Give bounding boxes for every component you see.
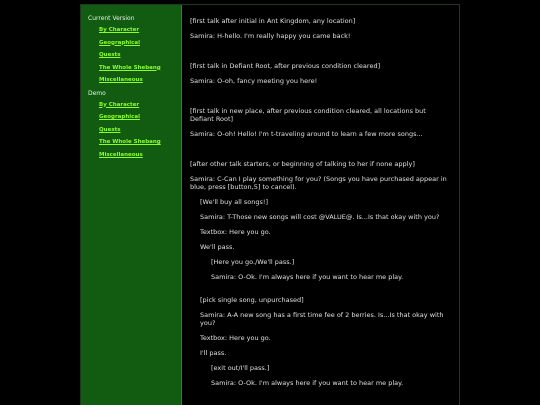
nav-link-demo-the-whole-shebang[interactable]: The Whole Shebang: [99, 139, 161, 145]
nav-link-by-character[interactable]: By Character: [99, 27, 140, 33]
nav-link-miscellaneous[interactable]: Miscellaneous: [99, 77, 143, 83]
dialogue-line: Samira: A-A new song has a first time fee of 2 berries. Is...Is that okay with you?: [200, 311, 444, 327]
dialogue-line: Samira: O-Ok. I'm always here if you want to hear me play.: [211, 273, 404, 281]
dialogue-textbox: Textbox: Here you go.: [200, 334, 271, 342]
nav-link-demo-quests[interactable]: Quests: [99, 126, 121, 133]
dialogue-textbox: Textbox: Here you go.: [200, 228, 271, 236]
nav-link-demo-miscellaneous[interactable]: Miscellaneous: [99, 151, 143, 158]
page-frame: [80, 4, 460, 405]
dialogue-condition: [first talk in new place, after previous condition cleared, all locations but Defiant Root]: [190, 107, 426, 123]
dialogue-line: Samira: O-Ok. I'm always here if you want to hear me play.: [211, 379, 404, 387]
sidebar-section-title: Demo: [88, 89, 106, 97]
dialogue-line: Samira: H-hello. I'm really happy you came back!: [190, 32, 351, 40]
nav-link-demo-by-character[interactable]: By Character: [99, 101, 140, 108]
dialogue-choice: [We'll buy all songs!]: [200, 198, 269, 206]
dialogue-option: I'll pass.: [200, 349, 227, 357]
nav-list: [81, 102, 181, 158]
dialogue-choice: [pick single song, unpurchased]: [200, 296, 304, 304]
sidebar-section-demo: [81, 90, 181, 158]
nav-link-geographical[interactable]: Geographical: [99, 39, 140, 46]
dialogue-choice: [exit out/I'll pass.]: [211, 364, 270, 372]
dialogue-condition: [after other talk starters, or beginning of talking to her if none apply]: [190, 160, 415, 168]
dialogue-line: Samira: T-Those new songs will cost @VALUE@. Is...Is that okay with you?: [200, 213, 440, 221]
dialogue-condition: [first talk in Defiant Root, after previous condition cleared]: [190, 62, 381, 70]
dialogue-content: [182, 5, 459, 405]
dialogue-option: We'll pass.: [200, 243, 235, 251]
dialogue-choice: [Here you go./We'll pass.]: [211, 258, 295, 266]
sidebar: [81, 5, 182, 405]
nav-link-demo-geographical[interactable]: Geographical: [99, 114, 140, 120]
dialogue-line: Samira: O-oh! Hello! I'm t-traveling around to learn a few more songs...: [190, 130, 423, 138]
dialogue-condition: [first talk after initial in Ant Kingdom, any location]: [190, 17, 356, 25]
sidebar-section-title: Current Version: [88, 15, 135, 22]
nav-link-the-whole-shebang[interactable]: The Whole Shebang: [99, 64, 161, 71]
nav-link-quests[interactable]: Quests: [99, 52, 121, 58]
dialogue-line: Samira: C-Can I play something for you? (Songs you have purchased appear in blue, press [button,5] to cancel).: [190, 175, 447, 191]
dialogue-line: Samira: O-oh, fancy meeting you here!: [190, 77, 318, 85]
sidebar-section-current-version: [81, 15, 181, 83]
nav-list: [81, 27, 181, 83]
